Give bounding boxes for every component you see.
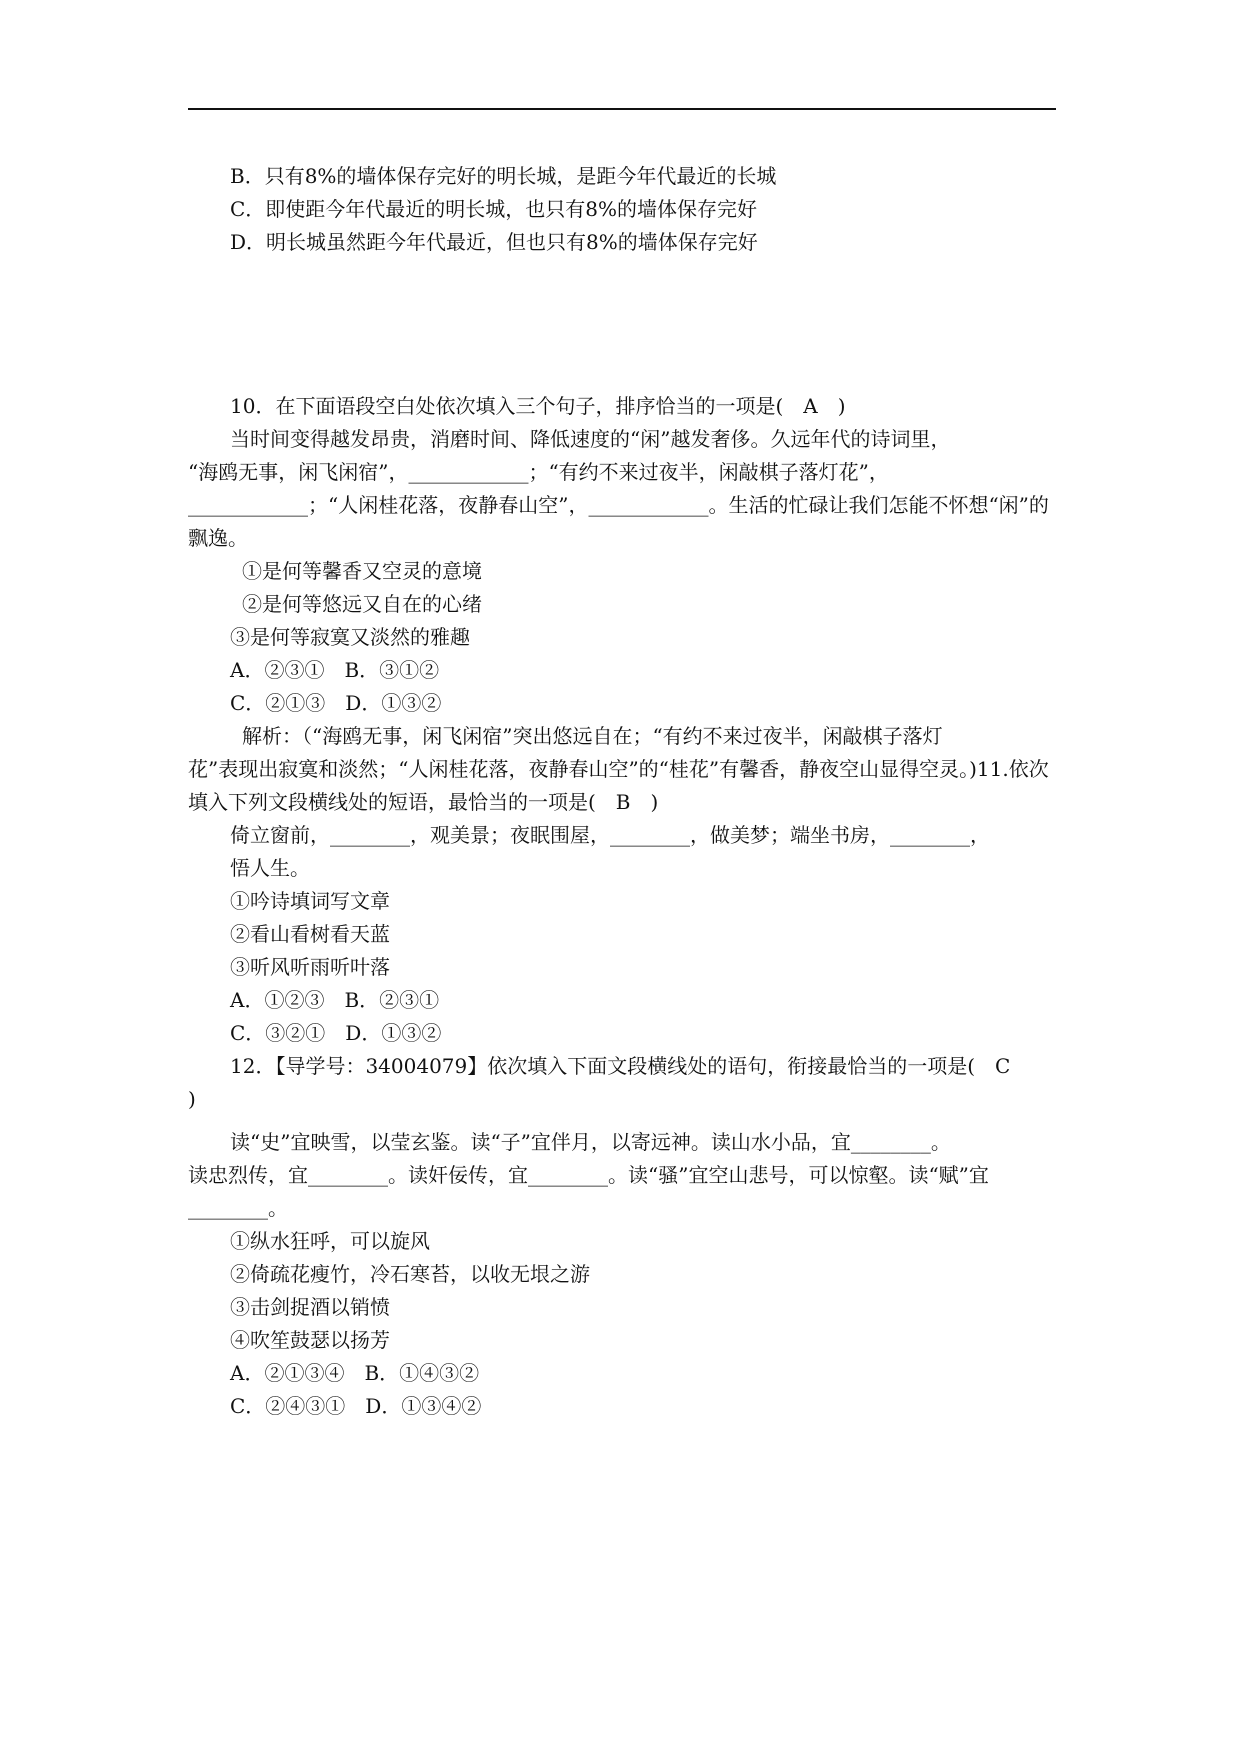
- q10-options-cd: C．②①③ D．①③②: [230, 691, 442, 715]
- q10-sentence-3: ③是何等寂寞又淡然的雅趣: [230, 625, 470, 649]
- q12-passage-first-line: 读“史”宜映雪，以莹玄鉴。读“子”宜伴月，以寄远神。读山水小品，宜________。: [230, 1130, 951, 1154]
- q10-options-ab: A．②③① B．③①②: [230, 658, 440, 682]
- header-rule: [188, 108, 1056, 110]
- q10-analysis-first-line: 解析：（“海鸥无事，闲飞闲宿”突出悠远自在；“有约不来过夜半，闲敲棋子落灯: [242, 724, 943, 748]
- q11-options-cd: C．③②① D．①③②: [230, 1021, 442, 1045]
- q11-passage-first-line: 倚立窗前，________，观美景；夜眠围屋，________，做美梦；端坐书房，________，: [230, 823, 990, 847]
- q12-sentence-4: ④吹笙鼓瑟以扬芳: [230, 1328, 390, 1352]
- q11-options-ab: A．①②③ B．②③①: [230, 988, 440, 1012]
- q12-stem-rest: ): [188, 1087, 196, 1111]
- q12-sentence-2: ②倚疏花瘦竹，冷石寒苔，以收无垠之游: [230, 1262, 590, 1286]
- q12-options-cd: C．②④③① D．①③④②: [230, 1394, 482, 1418]
- q10-sentence-1: ①是何等馨香又空灵的意境: [242, 559, 482, 583]
- q10-stem: 10．在下面语段空白处依次填入三个句子，排序恰当的一项是( A ): [230, 394, 846, 418]
- q9-option-b: B．只有8%的墙体保存完好的明长城，是距今年代最近的长城: [230, 164, 777, 188]
- q10-passage-first-line: 当时间变得越发昂贵，消磨时间、降低速度的“闲”越发奢侈。久远年代的诗词里，: [230, 427, 951, 451]
- document-body: [188, 160, 1056, 1423]
- q10-sentence-2: ②是何等悠远又自在的心绪: [242, 592, 482, 616]
- q11-sentence-3: ③听风听雨听叶落: [230, 955, 390, 979]
- q10-passage-rest: “海鸥无事，闲飞闲宿”，____________；“有约不来过夜半，闲敲棋子落灯花”，____________；“人闲桂花落，夜静春山空”，____________。生活的忙碌让我们怎能不怀想“闲”的飘逸。: [188, 460, 1049, 550]
- q12-options-ab: A．②①③④ B．①④③②: [230, 1361, 480, 1385]
- q9-option-d: D．明长城虽然距今年代最近，但也只有8%的墙体保存完好: [230, 230, 758, 254]
- q11-sentence-1: ①吟诗填词写文章: [230, 889, 390, 913]
- q12-passage-rest: 读忠烈传，宜________。读奸佞传，宜________。读“骚”宜空山悲号，可以惊壑。读“赋”宜________。: [188, 1163, 989, 1220]
- q11-passage-rest: 悟人生。: [230, 856, 310, 880]
- q12-sentence-1: ①纵水狂呼，可以旋风: [230, 1229, 430, 1253]
- q9-option-c: C．即使距今年代最近的明长城，也只有8%的墙体保存完好: [230, 197, 758, 221]
- spacer: [188, 259, 1056, 390]
- q10-analysis-rest: 花”表现出寂寞和淡然；“人闲桂花落，夜静春山空”的“桂花”有馨香，静夜空山显得空灵。)11.依次填入下列文段横线处的短语，最恰当的一项是( B ): [188, 757, 1049, 814]
- q12-stem-first-line: 12．【导学号：34004079】依次填入下面文段横线处的语句，衔接最恰当的一项是( C: [230, 1054, 1011, 1078]
- q12-sentence-3: ③击剑捉酒以销愤: [230, 1295, 390, 1319]
- q11-sentence-2: ②看山看树看天蓝: [230, 922, 390, 946]
